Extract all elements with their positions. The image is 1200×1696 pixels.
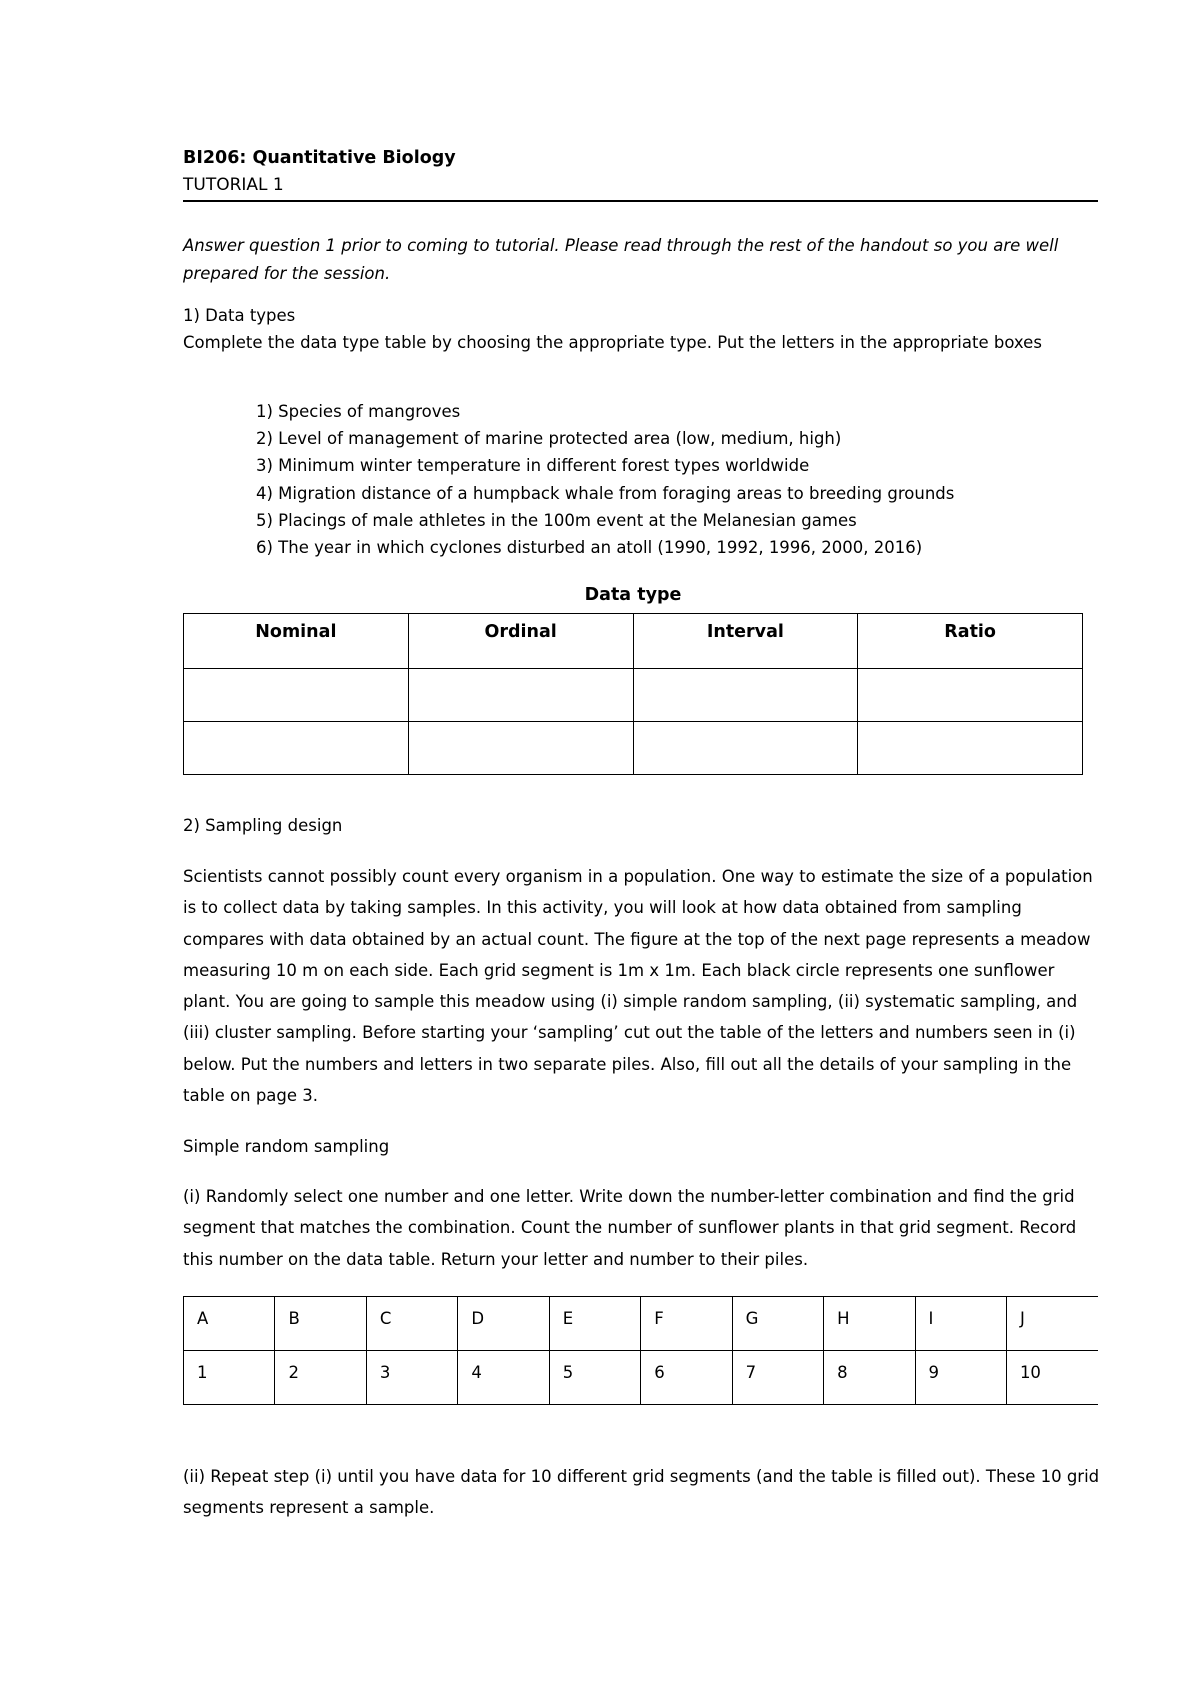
list-item: 3) Minimum winter temperature in different forest types worldwide (256, 456, 810, 476)
q2-paragraph: Scientists cannot possibly count every organism in a population. One way to estimate the size of a population is to collect data by taking samples. In this activity, you will look at how data obtained from sampling compares with data obtained by an actual count. The figure at the top of the next page represents a meadow measuring 10 m on each side. Each grid segment is 1m x 1m. Each black circle represents one sunflower plant. You are going to sample this meadow using (i) simple random sampling, (ii) systematic sampling, and (iii) cluster sampling. Before starting your ‘sampling’ cut out the table of the letters and numbers seen in (i) below. Put the numbers and letters in two separate piles. Also, fill out all the details of your sampling in the table on page 3. (183, 867, 1093, 1106)
number-cell: 7 (732, 1351, 823, 1405)
list-item: 1) Species of mangroves (256, 402, 461, 421)
column-header-interval: Interval (633, 614, 858, 669)
course-title: BI206: Quantitative Biology (183, 148, 456, 168)
letter-cell: J (1006, 1297, 1098, 1351)
answer-cell[interactable] (184, 669, 409, 722)
data-type-table (183, 613, 1083, 775)
q1-instruction: Complete the data type table by choosing the appropriate type. Put the letters in the appropriate boxes (183, 333, 1042, 352)
number-cell: 3 (366, 1351, 457, 1405)
q1-item-list (256, 398, 954, 561)
answer-cell[interactable] (633, 669, 858, 722)
data-type-caption: Data type (584, 585, 682, 605)
number-cell: 8 (824, 1351, 915, 1405)
table-header-row (184, 614, 1083, 669)
letter-cell: F (641, 1297, 732, 1351)
answer-cell[interactable] (633, 722, 858, 775)
letter-cell: D (458, 1297, 549, 1351)
number-cell: 5 (549, 1351, 640, 1405)
number-cell: 9 (915, 1351, 1006, 1405)
number-cell: 4 (458, 1351, 549, 1405)
answer-cell[interactable] (184, 722, 409, 775)
number-cell: 6 (641, 1351, 732, 1405)
list-item: 4) Migration distance of a humpback whale from foraging areas to breeding grounds (256, 483, 955, 503)
letters-row (184, 1297, 1099, 1351)
q2-subheading: Simple random sampling (183, 1137, 390, 1156)
column-header-ratio: Ratio (858, 614, 1083, 669)
letter-cell: A (184, 1297, 275, 1351)
answer-cell[interactable] (858, 669, 1083, 722)
numbers-row (184, 1351, 1099, 1405)
answer-cell[interactable] (858, 722, 1083, 775)
letter-cell: H (824, 1297, 915, 1351)
q2-heading: 2) Sampling design (183, 816, 343, 835)
number-cell: 2 (275, 1351, 366, 1405)
number-cell: 10 (1006, 1351, 1098, 1405)
intro-text: Answer question 1 prior to coming to tutorial. Please read through the rest of the handout so you are well prepared for the session. (183, 236, 1059, 283)
list-item: 5) Placings of male athletes in the 100m event at the Melanesian games (256, 510, 857, 530)
table-row (184, 722, 1083, 775)
step-ii-text: (ii) Repeat step (i) until you have data for 10 different grid segments (and the table is filled out). These 10 grid segments represent a sample. (183, 1467, 1100, 1518)
tutorial-title: TUTORIAL 1 (183, 175, 284, 195)
number-cell: 1 (184, 1351, 275, 1405)
letter-cell: E (549, 1297, 640, 1351)
letter-cell: I (915, 1297, 1006, 1351)
table-row (184, 669, 1083, 722)
letter-cell: C (366, 1297, 457, 1351)
letter-cell: G (732, 1297, 823, 1351)
letter-cell: B (275, 1297, 366, 1351)
q1-heading: 1) Data types (183, 306, 296, 325)
answer-cell[interactable] (408, 722, 633, 775)
column-header-nominal: Nominal (184, 614, 409, 669)
column-header-ordinal: Ordinal (408, 614, 633, 669)
list-item: 2) Level of management of marine protected area (low, medium, high) (256, 429, 842, 449)
answer-cell[interactable] (408, 669, 633, 722)
list-item: 6) The year in which cyclones disturbed an atoll (1990, 1992, 1996, 2000, 2016) (256, 538, 923, 558)
step-i-text: (i) Randomly select one number and one letter. Write down the number-letter combination and find the grid segment that matches the combination. Count the number of sunflower plants in that grid segment. Record this number on the data table. Return your letter and number to their piles. (183, 1187, 1077, 1269)
letter-number-table (183, 1296, 1098, 1405)
header-rule (183, 200, 1098, 202)
